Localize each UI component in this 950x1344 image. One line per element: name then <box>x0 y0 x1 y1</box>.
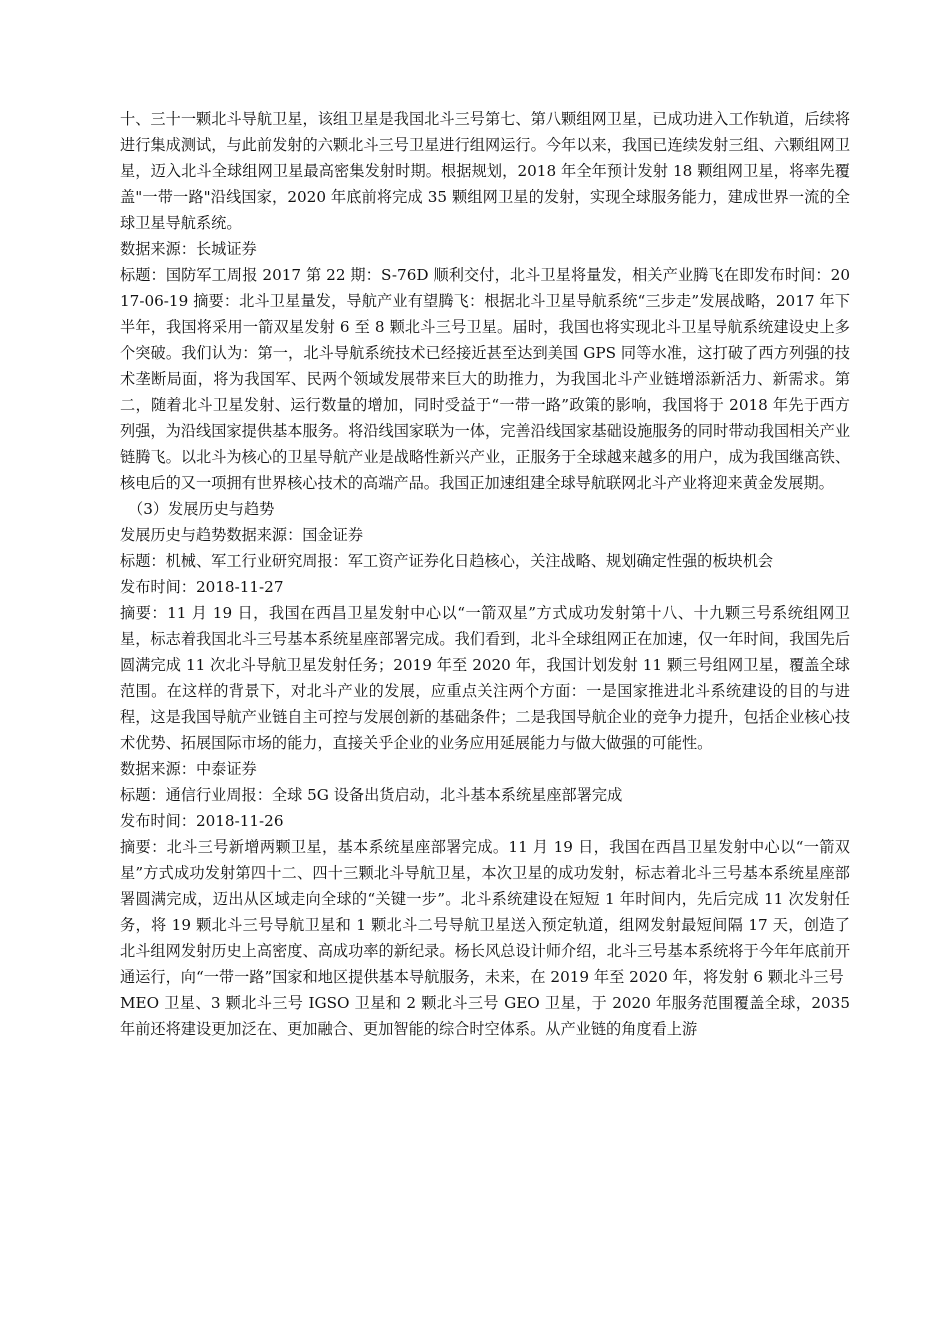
source-guojin: 发展历史与趋势数据来源：国金证券 <box>120 526 363 544</box>
source-greatwall: 数据来源：长城证券 <box>120 240 257 258</box>
source-zhongtai: 数据来源：中泰证券 <box>120 760 257 778</box>
document-body <box>120 106 850 1042</box>
section-heading-history-trend: （3）发展历史与趋势 <box>128 500 275 518</box>
paragraph-meo-igso-geo: MEO 卫星、3 颗北斗三号 IGSO 卫星和 2 颗北斗三号 GEO 卫星，于 2020 年服务范围覆盖全球，2035 年前还将建设更加泛在、更加融合、更加智能的综合时空体系。从产业链的角度看上游 <box>120 994 850 1038</box>
publish-date-1126: 发布时间：2018-11-26 <box>120 812 284 830</box>
title-machinery-weekly: 标题：机械、军工行业研究周报：军工资产证券化日趋核心，关注战略、规划确定性强的板块机会 <box>120 552 774 570</box>
abstract-guojin: 摘要：11 月 19 日，我国在西昌卫星发射中心以“一箭双星”方式成功发射第十八、十九颗三号系统组网卫星，标志着我国北斗三号基本系统星座部署完成。我们看到，北斗全球组网正在加速，仅一年时间，我国先后圆满完成 11 次北斗导航卫星发射任务；2019 年至 2020 年，我国计划发射 11 颗三号组网卫星，覆盖全球范围。在这样的背景下，对北斗产业的发展，应重点关注两个方面：一是国家推进北斗系统建设的目的与进程，这是我国导航产业链自主可控与发展创新的基础条件；二是我国导航企业的竞争力提升，包括企业核心技术优势、拓展国际市场的能力，直接关乎企业的业务应用延展能力与做大做强的可能性。 <box>120 604 850 752</box>
publish-date-1127: 发布时间：2018-11-27 <box>120 578 284 596</box>
abstract-zhongtai: 摘要：北斗三号新增两颗卫星，基本系统星座部署完成。11 月 19 日，我国在西昌卫星发射中心以“一箭双星”方式成功发射第四十二、四十三颗北斗导航卫星，本次卫星的成功发射，标志着北斗三号基本系统星座部署圆满完成，迈出从区域走向全球的“关键一步”。北斗系统建设在短短 1 年时间内，先后完成 11 次发射任务，将 19 颗北斗三号导航卫星和 1 颗北斗二号导航卫星送入预定轨道，组网发射最短间隔 17 天，创造了北斗组网发射历史上高密度、高成功率的新纪录。杨长风总设计师介绍，北斗三号基本系统将于今年年底前开通运行，向“一带一路”国家和地区提供基本导航服务，未来，在 2019 年至 2020 年，将发射 6 颗北斗三号 <box>120 838 850 986</box>
paragraph-launch-summary: 十、三十一颗北斗导航卫星，该组卫星是我国北斗三号第七、第八颗组网卫星，已成功进入工作轨道，后续将进行集成测试，与此前发射的六颗北斗三号卫星进行组网运行。今年以来，我国已连续发射三组、六颗组网卫星，迈入北斗全球组网卫星最高密集发射时期。根据规划，2018 年全年预计发射 18 颗组网卫星，将率先覆盖"一带一路"沿线国家，2020 年底前将完成 35 颗组网卫星的发射，实现全球服务能力，建成世界一流的全球卫星导航系统。 <box>120 110 850 232</box>
title-telecom-weekly: 标题：通信行业周报：全球 5G 设备出货启动，北斗基本系统星座部署完成 <box>120 786 623 804</box>
paragraph-defense-weekly: 标题：国防军工周报 2017 第 22 期：S-76D 顺利交付，北斗卫星将量发，相关产业腾飞在即发布时间：2017-06-19 摘要：北斗卫星量发，导航产业有望腾飞：根据北斗卫星导航系统“三步走”发展战略，2017 年下半年，我国将采用一箭双星发射 6 至 8 颗北斗三号卫星。届时，我国也将实现北斗卫星导航系统建设史上多个突破。我们认为：第一，北斗导航系统技术已经接近甚至达到美国 GPS 同等水准，这打破了西方列强的技术垄断局面，将为我国军、民两个领域发展带来巨大的助推力，为我国北斗产业链增添新活力、新需求。第二，随着北斗卫星发射、运行数量的增加，同时受益于“一带一路”政策的影响，我国将于 2018 年先于西方列强，为沿线国家提供基本服务。将沿线国家联为一体，完善沿线国家基础设施服务的同时带动我国相关产业链腾飞。以北斗为核心的卫星导航产业是战略性新兴产业，正服务于全球越来越多的用户，成为我国继高铁、核电后的又一项拥有世界核心技术的高端产品。我国正加速组建全球导航联网北斗产业将迎来黄金发展期。 <box>120 266 850 492</box>
